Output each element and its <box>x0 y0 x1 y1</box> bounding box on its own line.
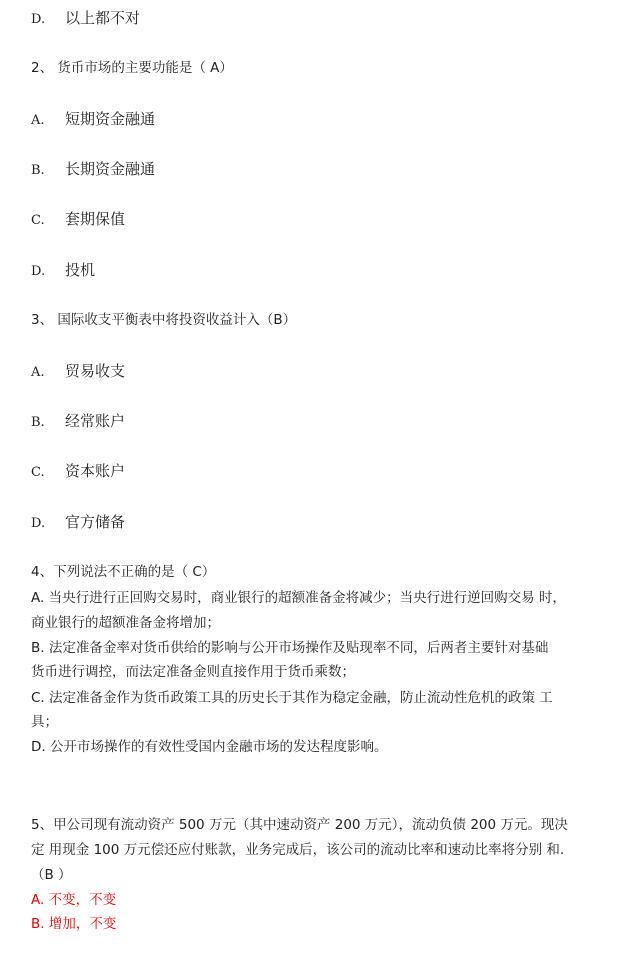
text-line: D. 公开市场操作的有效性受国内金融市场的发达程度影响。 <box>31 739 388 755</box>
text-line: A. 当央行进行正回购交易时，商业银行的超额准备金将减少；当央行进行逆回购交易 时， <box>31 590 566 606</box>
option-line <box>31 109 155 131</box>
option-letter: B. <box>31 415 45 430</box>
question-line: 4、下列说法不正确的是（ C） <box>31 564 216 580</box>
option-letter: C. <box>31 465 45 480</box>
option-text: 套期保值 <box>65 210 126 228</box>
text-line: （B ） <box>31 867 72 883</box>
option-text: 短期资金融通 <box>65 110 156 128</box>
option-text: 官方储备 <box>65 513 126 531</box>
answer-line: A. 不变，不变 <box>31 892 117 908</box>
option-letter: B. <box>31 163 45 178</box>
option-text: 经常账户 <box>65 412 126 430</box>
option-line <box>31 361 125 383</box>
option-text: 投机 <box>65 261 96 279</box>
text-line: 5、甲公司现有流动资产 500 万元（其中速动资产 200 万元），流动负债 200 万元。现决 <box>31 817 568 833</box>
text-line: C. 法定准备金作为货币政策工具的历史长于其作为稳定金融，防止流动性危机的政策 工 <box>31 690 553 706</box>
option-letter: D. <box>31 12 46 27</box>
option-line <box>31 209 125 231</box>
text-line: B. 法定准备金率对货币供给的影响与公开市场操作及贴现率不同，后两者主要针对基础 <box>31 640 549 656</box>
question-line: 2、 货币市场的主要功能是（ A） <box>31 60 233 76</box>
option-letter: A. <box>31 365 45 380</box>
option-letter: A. <box>31 113 45 128</box>
option-line <box>31 159 155 181</box>
question-line: 3、 国际收支平衡表中将投资收益计入（B） <box>31 312 297 328</box>
text-line: 商业银行的超额准备金将增加； <box>31 615 220 631</box>
option-line <box>31 8 140 30</box>
option-text: 以上都不对 <box>65 9 141 27</box>
option-text: 长期资金融通 <box>65 160 156 178</box>
option-letter: D. <box>31 516 46 531</box>
option-letter: C. <box>31 213 45 228</box>
option-line <box>31 512 125 534</box>
option-line <box>31 411 125 433</box>
option-text: 资本账户 <box>65 462 126 480</box>
option-line <box>31 461 125 483</box>
text-line: 具； <box>31 714 58 730</box>
option-letter: D. <box>31 264 46 279</box>
text-line: 定 用现金 100 万元偿还应付账款，业务完成后，该公司的流动比率和速动比率将分别 和. <box>31 842 565 858</box>
answer-line: B. 增加，不变 <box>31 916 117 932</box>
option-text: 贸易收支 <box>65 362 126 380</box>
option-line <box>31 260 95 282</box>
text-line: 货币进行调控，而法定准备金则直接作用于货币乘数； <box>31 664 355 680</box>
